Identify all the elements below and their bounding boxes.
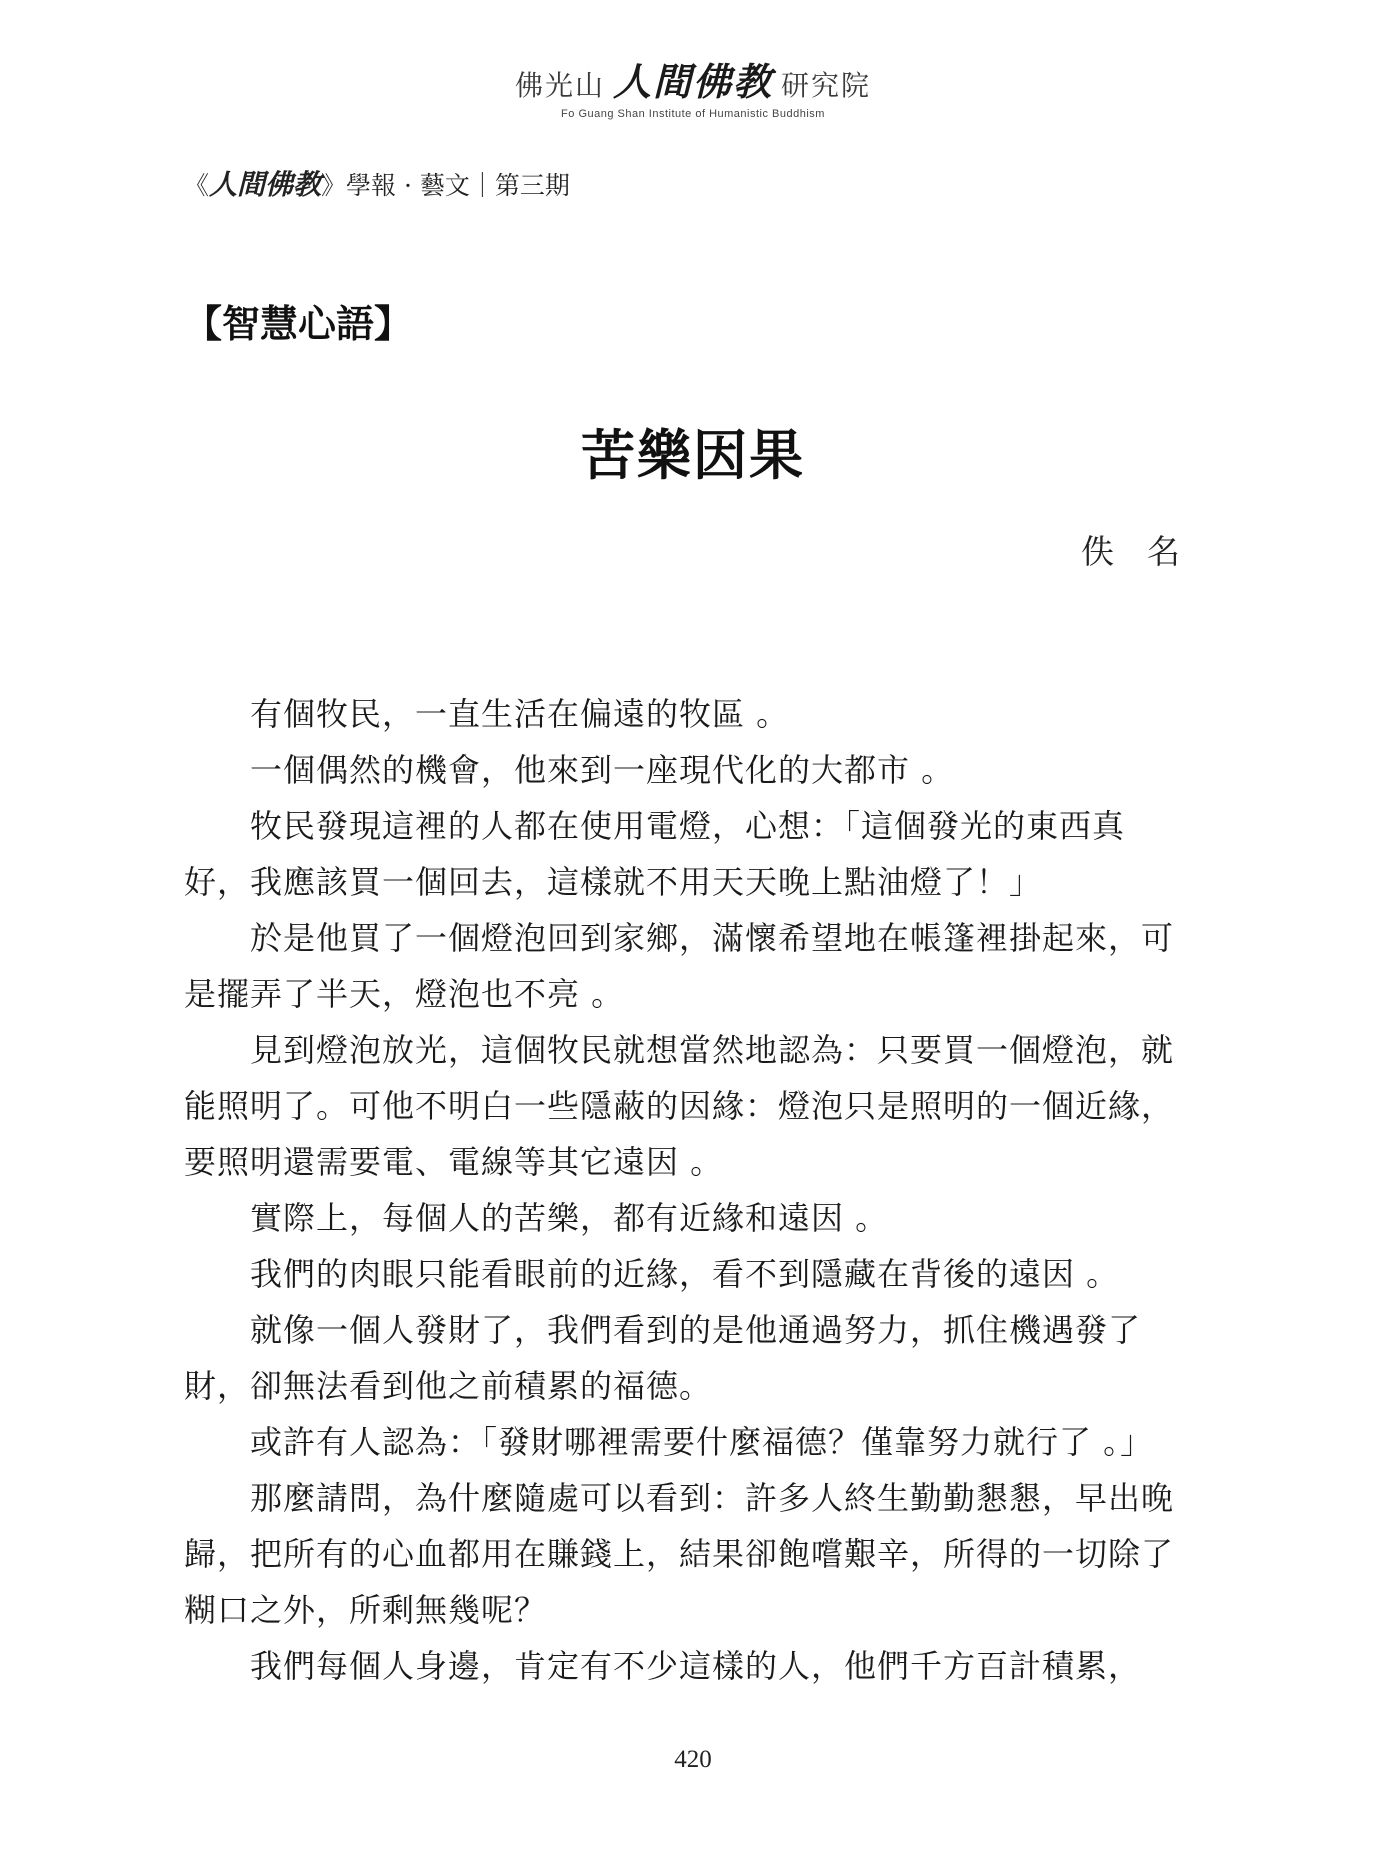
page-number: 420	[674, 1746, 712, 1773]
running-head-close-bracket: 》	[321, 171, 347, 200]
article-title: 苦樂因果	[581, 423, 805, 487]
paragraph: 於是他買了一個燈泡回到家鄉，滿懷希望地在帳篷裡掛起來，可是擺弄了半天，燈泡也不亮 。	[184, 919, 1175, 1013]
institute-header	[0, 59, 1386, 120]
article-body	[184, 686, 1180, 1694]
paragraph: 實際上，每個人的苦樂，都有近緣和遠因 。	[250, 1199, 889, 1237]
section-label: 【智慧心語】	[184, 301, 413, 346]
running-head	[184, 168, 570, 203]
institute-prefix: 佛光山	[514, 69, 605, 102]
paragraph: 一個偶然的機會，他來到一座現代化的大都市 。	[250, 751, 955, 789]
paragraph: 見到燈泡放光，這個牧民就想當然地認為：只要買一個燈泡，就能照明了。可他不明白一些隱蔽的因緣：燈泡只是照明的一個近緣，要照明還需要電、電線等其它遠因 。	[184, 1031, 1175, 1181]
paragraph: 就像一個人發財了，我們看到的是他通過努力，抓住機遇發了財，卻無法看到他之前積累的福德。	[184, 1311, 1142, 1405]
running-head-open-bracket: 《	[184, 171, 210, 200]
paragraph: 我們的肉眼只能看眼前的近緣，看不到隱藏在背後的遠因 。	[250, 1255, 1120, 1293]
journal-brand: 人間佛教	[209, 168, 322, 201]
paragraph: 或許有人認為：「發財哪裡需要什麼福德？僅靠努力就行了 。」	[250, 1423, 1154, 1461]
paragraph: 我們每個人身邊，肯定有不少這樣的人，他們千方百計積累，	[250, 1647, 1142, 1685]
paragraph: 有個牧民，一直生活在偏遠的牧區 。	[250, 695, 790, 733]
institute-english-name: Fo Guang Shan Institute of Humanistic Buddhism	[561, 108, 825, 120]
institute-brand: 人間佛教	[612, 59, 773, 104]
paragraph: 牧民發現這裡的人都在使用電燈，心想：「這個發光的東西真好，我應該買一個回去，這樣就不用天天晚上點油燈了！」	[184, 807, 1126, 901]
institute-name	[0, 59, 1386, 106]
paragraph: 那麼請問，為什麼隨處可以看到：許多人終生勤勤懇懇，早出晚歸，把所有的心血都用在賺錢上，結果卻飽嚐艱辛，所得的一切除了糊口之外，所剩無幾呢？	[184, 1479, 1175, 1629]
institute-suffix: 研究院	[781, 69, 872, 102]
article-author: 佚 名	[1081, 532, 1180, 571]
running-head-text: 學報 · 藝文｜第三期	[346, 171, 570, 200]
